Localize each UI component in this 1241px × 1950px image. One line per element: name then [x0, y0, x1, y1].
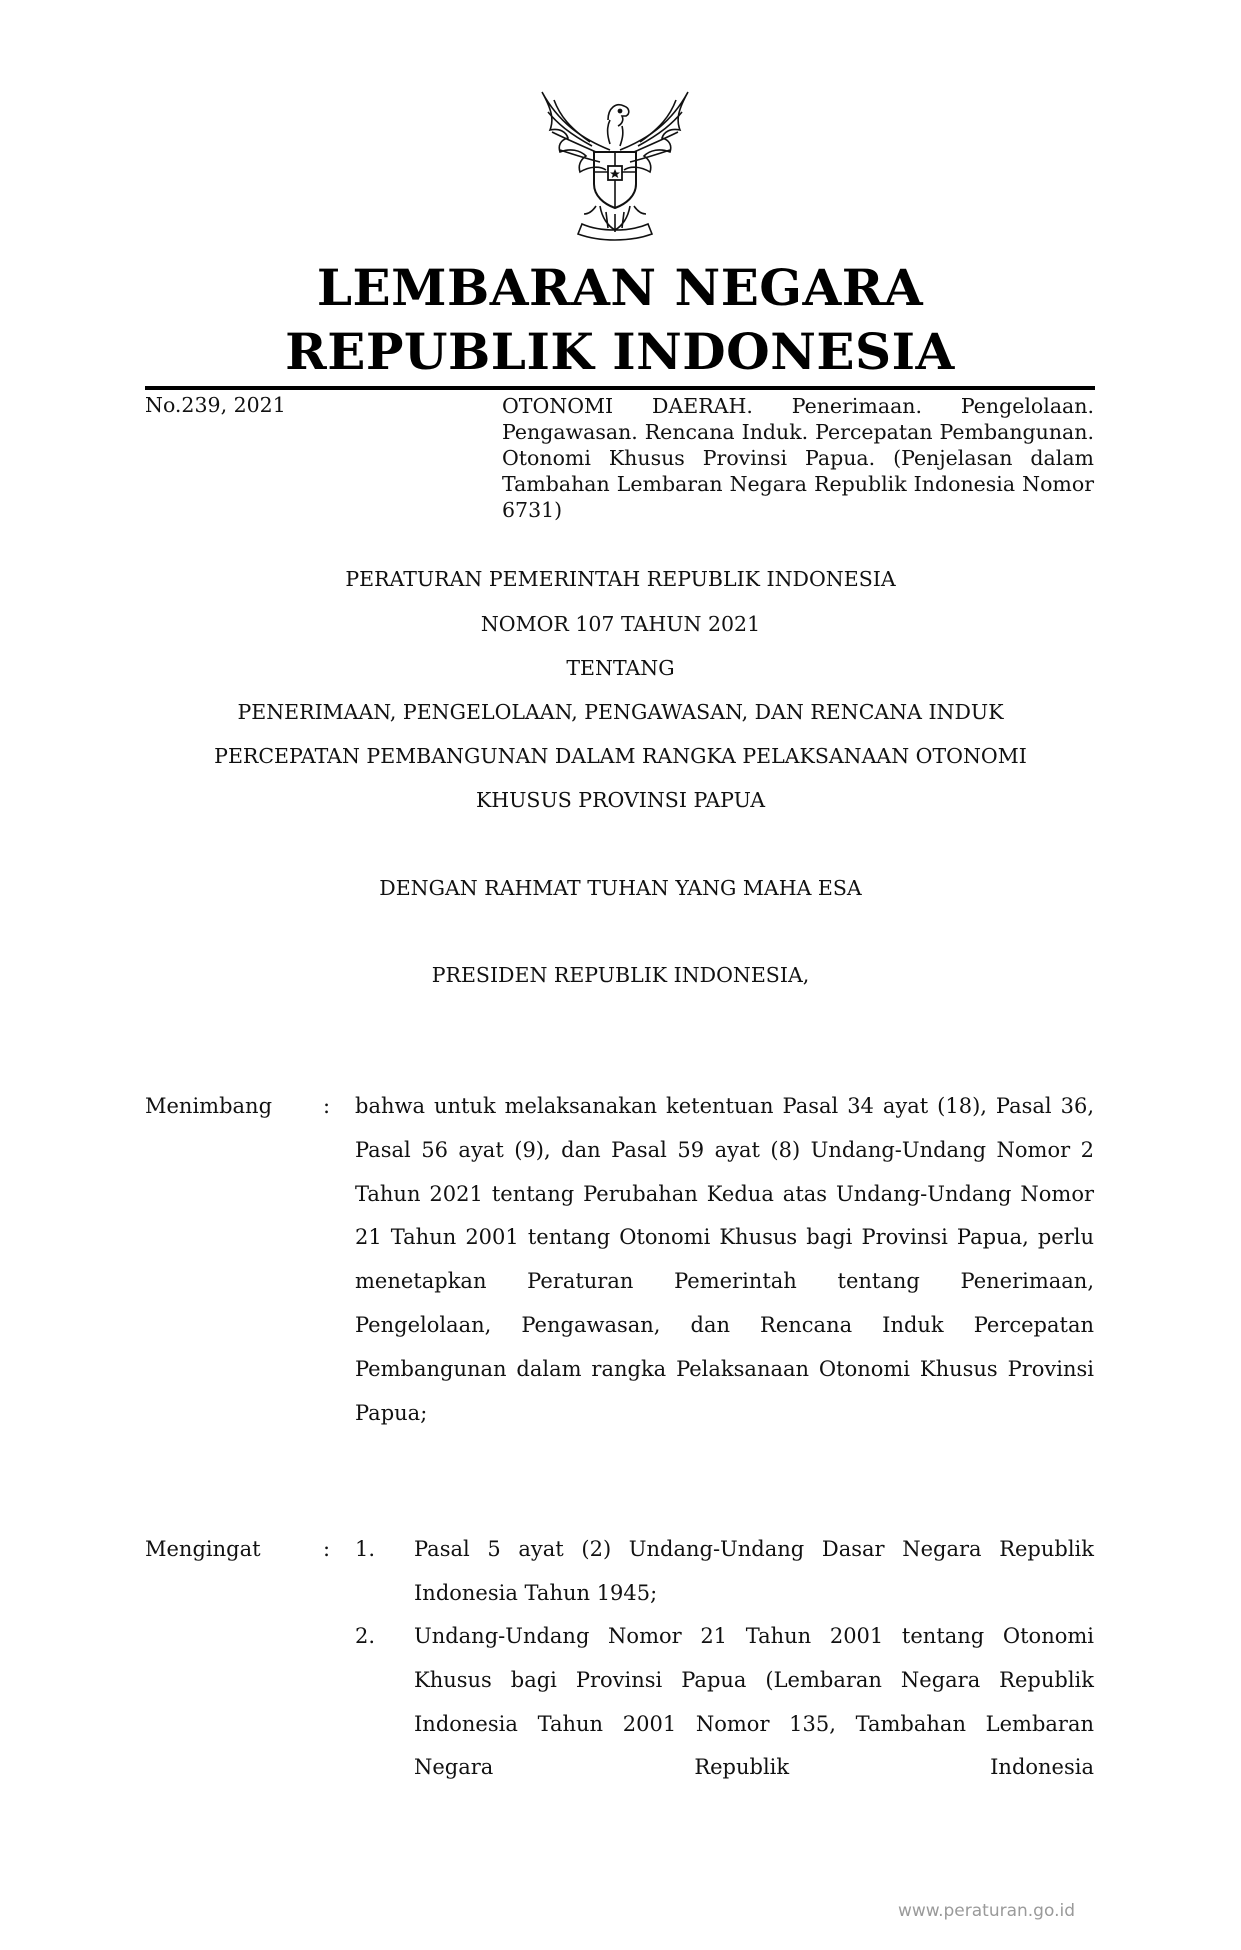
masthead-line-2: REPUBLIK INDONESIA [285, 322, 955, 381]
mengingat-item-number: 2. [355, 1624, 376, 1648]
mengingat-label: Mengingat [145, 1537, 261, 1561]
menimbang-colon: : [323, 1094, 331, 1118]
regulation-heading: PERATURAN PEMERINTAH REPUBLIK INDONESIA [345, 567, 896, 591]
regulation-title-line-1: PENERIMAAN, PENGELOLAAN, PENGAWASAN, DAN RENCANA INDUK [237, 700, 1004, 724]
mengingat-item-text: Pasal 5 ayat (2) Undang-Undang Dasar Negara Republik Indonesia Tahun 1945; [414, 1537, 1094, 1605]
mengingat-item-number: 1. [355, 1537, 376, 1561]
masthead-divider [145, 386, 1095, 390]
garuda-emblem-icon [530, 80, 700, 250]
masthead-line-1: LEMBARAN NEGARA [316, 258, 924, 317]
menimbang-label: Menimbang [145, 1094, 273, 1118]
gazette-summary: OTONOMI DAERAH. Penerimaan. Pengelolaan. Pengawasan. Rencana Induk. Percepatan Pembangunan. Otonomi Khusus Provinsi Papua. (Penjelasan dalam Tambahan Lembaran Negara Republik Indonesia Nomor 6731) [502, 394, 1094, 522]
regulation-title-line-2: PERCEPATAN PEMBANGUNAN DALAM RANGKA PELAKSANAAN OTONOMI [214, 744, 1027, 768]
blessing-line: DENGAN RAHMAT TUHAN YANG MAHA ESA [379, 876, 862, 900]
regulation-number: NOMOR 107 TAHUN 2021 [480, 612, 761, 636]
regulation-title-line-3: KHUSUS PROVINSI PAPUA [475, 788, 766, 812]
president-line: PRESIDEN REPUBLIK INDONESIA, [431, 963, 810, 987]
menimbang-text: bahwa untuk melaksanakan ketentuan Pasal 34 ayat (18), Pasal 36, Pasal 56 ayat (9), dan Pasal 59 ayat (8) Undang-Undang Nomor 2 Tahun 2021 tentang Perubahan Kedua atas Undang-Undang Nomor 21 Tahun 2001 tentang Otonomi Khusus bagi Provinsi Papua, perlu menetapkan Peraturan Pemerintah tentang Penerimaan, Pengelolaan, Pengawasan, dan Rencana Induk Percepatan Pembangunan dalam rangka Pelaksanaan Otonomi Khusus Provinsi Papua; [355, 1094, 1094, 1425]
regulation-about: TENTANG [566, 656, 675, 680]
gazette-number: No.239, 2021 [145, 393, 286, 417]
mengingat-item-text: Undang-Undang Nomor 21 Tahun 2001 tentang Otonomi Khusus bagi Provinsi Papua (Lembaran Negara Republik Indonesia Tahun 2001 Nomor 135, Tambahan Lembaran Negara Republik Indonesia [414, 1624, 1094, 1780]
footer-url: www.peraturan.go.id [897, 1901, 1075, 1921]
mengingat-colon: : [323, 1537, 331, 1561]
